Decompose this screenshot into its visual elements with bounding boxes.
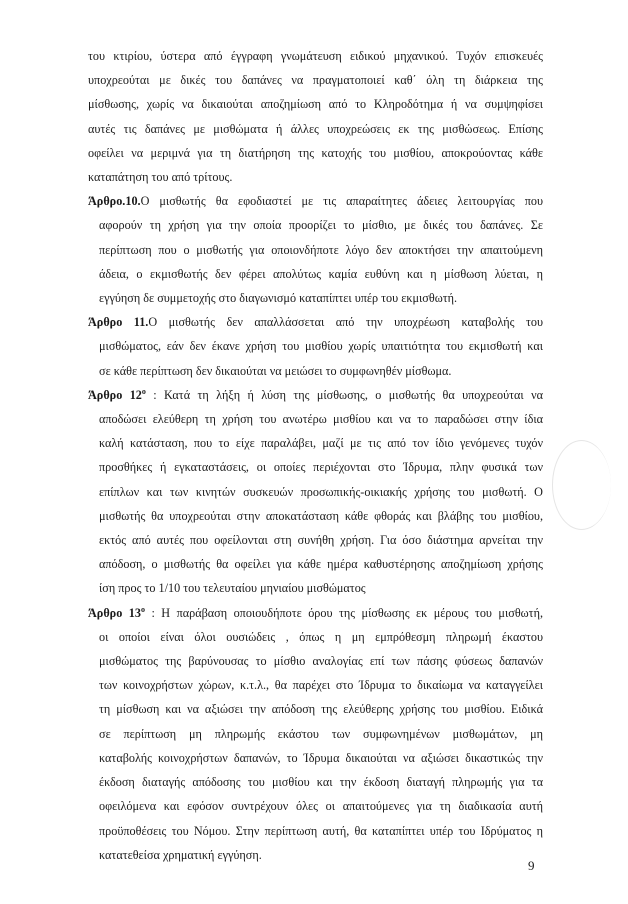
text-line: κατατεθείσα χρηματική εγγύηση. xyxy=(99,847,262,862)
text-line: εκτός από αυτές που οφείλονται στη συνήθη χρήση. Για όσο διάστημα αρνείται την xyxy=(99,533,543,548)
article-title: Άρθρο 12 xyxy=(88,387,142,402)
article-heading-line xyxy=(88,601,543,625)
article-title-superscript: ο xyxy=(141,386,146,396)
text-line: περίπτωση που ο μισθωτής για οποιονδήποτε λόγο δεν αποκτήσει την απαιτούμενη xyxy=(99,242,543,257)
text-line: των κοινοχρήστων χώρων, κ.τ.λ., θα παρέχει στο Ίδρυμα το δικαίωμα να καταγγείλει xyxy=(99,678,543,693)
text-line: οφειλόμενα και εφόσον συντρέχουν όλες οι απαιτούμενες για τη διαδικασία αυτή xyxy=(99,799,543,814)
text-line: επίπλων και των κινητών συσκευών προσωπικής-οικιακής χρήσης του μισθωτή. Ο xyxy=(99,484,543,499)
text-line: αφορούν τη χρήση για την οποία προορίζει το μίσθιο, με δικές του δαπάνες. Σε xyxy=(99,218,543,233)
text-line: μισθώματος, εάν δεν έκανε χρήση του μισθίου χωρίς υπαιτιότητα του εκμισθωτή και xyxy=(99,339,543,354)
text-line: οι οποίοι είναι όλοι ουσιώδεις , όπως η μη εμπρόθεσμη πληρωμή έκαστου xyxy=(99,629,543,644)
text-line: μισθώματος της βαρύνουσας το μίσθιο αναλογίας επί των πάσης φύσεως δαπανών xyxy=(99,654,543,669)
article-title: Άρθρο 11. xyxy=(88,315,149,330)
text-line: μισθωτής θα υποχρεούται στην αποκατάσταση κάθε φθοράς και βλάβης του μισθίου, xyxy=(99,508,543,523)
text-line: αποδώσει ελεύθερη τη χρήση του ανωτέρω μισθίου και να το παραδώσει στην ίδια xyxy=(99,412,543,427)
article-title: Άρθρο 13 xyxy=(88,605,141,620)
article-first-line-text: : Κατά τη λήξη ή λύση της μίσθωσης, ο μισθωτής θα υποχρεούται να xyxy=(145,387,543,402)
document-body xyxy=(88,44,543,867)
text-line: καλή κατάσταση, που το είχε παραλάβει, μαζί με τις από τον ίδιο γενόμενες τυχόν xyxy=(99,436,543,451)
text-line: προϋποθέσεις του Νόμου. Στην περίπτωση αυτή, θα καταπίπτει υπέρ του Ιδρύματος η xyxy=(99,823,543,838)
text-line: έκδοση διαταγής απόδοσης του μισθίου και την έκδοση διαταγή πληρωμής για τα xyxy=(99,775,543,790)
article-heading-line xyxy=(88,189,543,213)
text-line: εγγύηση δε συμμετοχής στο διαγωνισμό καταπίπτει υπέρ του εκμισθωτή. xyxy=(99,291,458,306)
text-line: ίση προς το 1/10 του τελευταίου μηνιαίου μισθώματος xyxy=(99,581,366,596)
text-line: καταπάτηση του από τρίτους. xyxy=(88,170,233,185)
page-number: 9 xyxy=(528,858,535,873)
text-line: σε κάθε περίπτωση δεν δικαιούται να μειώσει το συμφωνηθέν μίσθωμα. xyxy=(99,363,452,378)
text-line: απόδοση, ο μισθωτής θα οφείλει για κάθε ημέρα καθυστέρησης αποζημίωση χρήσης xyxy=(99,557,543,572)
article-first-line-text: Ο μισθωτής δεν απαλλάσσεται από την υποχρέωση καταβολής του xyxy=(148,315,543,330)
text-line: μίσθωσης, χωρίς να δικαιούται αποζημίωση από το Κληροδότημα ή να συμψηφίσει xyxy=(88,97,543,112)
text-line: άδεια, ο εκμισθωτής δεν φέρει απολύτως καμία ευθύνη και η μίσθωση λύεται, η xyxy=(99,266,543,281)
text-line: υποχρεούται με δικές του δαπάνες να πραγματοποιεί καθ΄ όλη τη διάρκεια της xyxy=(88,73,543,88)
article-first-line-text: Ο μισθωτής θα εφοδιαστεί με τις απαραίτητες άδειες λειτουργίας που xyxy=(140,194,543,209)
article-heading-line xyxy=(88,310,543,334)
article-title: Άρθρο.10. xyxy=(88,194,141,209)
text-line: οφείλει να μεριμνά για τη διατήρηση της κατοχής του μισθίου, αποκρούοντας κάθε xyxy=(88,145,543,160)
article-title-superscript: ο xyxy=(140,604,145,614)
text-line: καταβολής κοινοχρήστων δαπανών, το Ίδρυμα δικαιούται να αξιώσει δικαστικώς την xyxy=(99,750,543,765)
faint-stamp-mark xyxy=(552,440,611,530)
text-line: τη μίσθωση και να αξιώσει την απόδοση της ελεύθερης χρήσης του μισθίου. Ειδικά xyxy=(99,702,543,717)
article-heading-line xyxy=(88,383,543,407)
text-line: του κτιρίου, ύστερα από έγγραφη γνωμάτευση ειδικού μηχανικού. Τυχόν επισκευές xyxy=(88,49,543,63)
text-line: αυτές τις δαπάνες με μισθώματα ή άλλες υποχρεώσεις εκ της μισθώσεως. Επίσης xyxy=(88,121,543,136)
article-first-line-text: : Η παράβαση οποιουδήποτε όρου της μίσθωσης εκ μέρους του μισθωτή, xyxy=(144,605,543,620)
text-line: προσθήκες ή εγκαταστάσεις, οι οποίες περιέχονται στο Ίδρυμα, πλην φυσικά των xyxy=(99,460,543,475)
text-line: σε περίπτωση μη πληρωμής εκάστου των συμφωνημένων μισθωμάτων, μη xyxy=(99,726,543,741)
